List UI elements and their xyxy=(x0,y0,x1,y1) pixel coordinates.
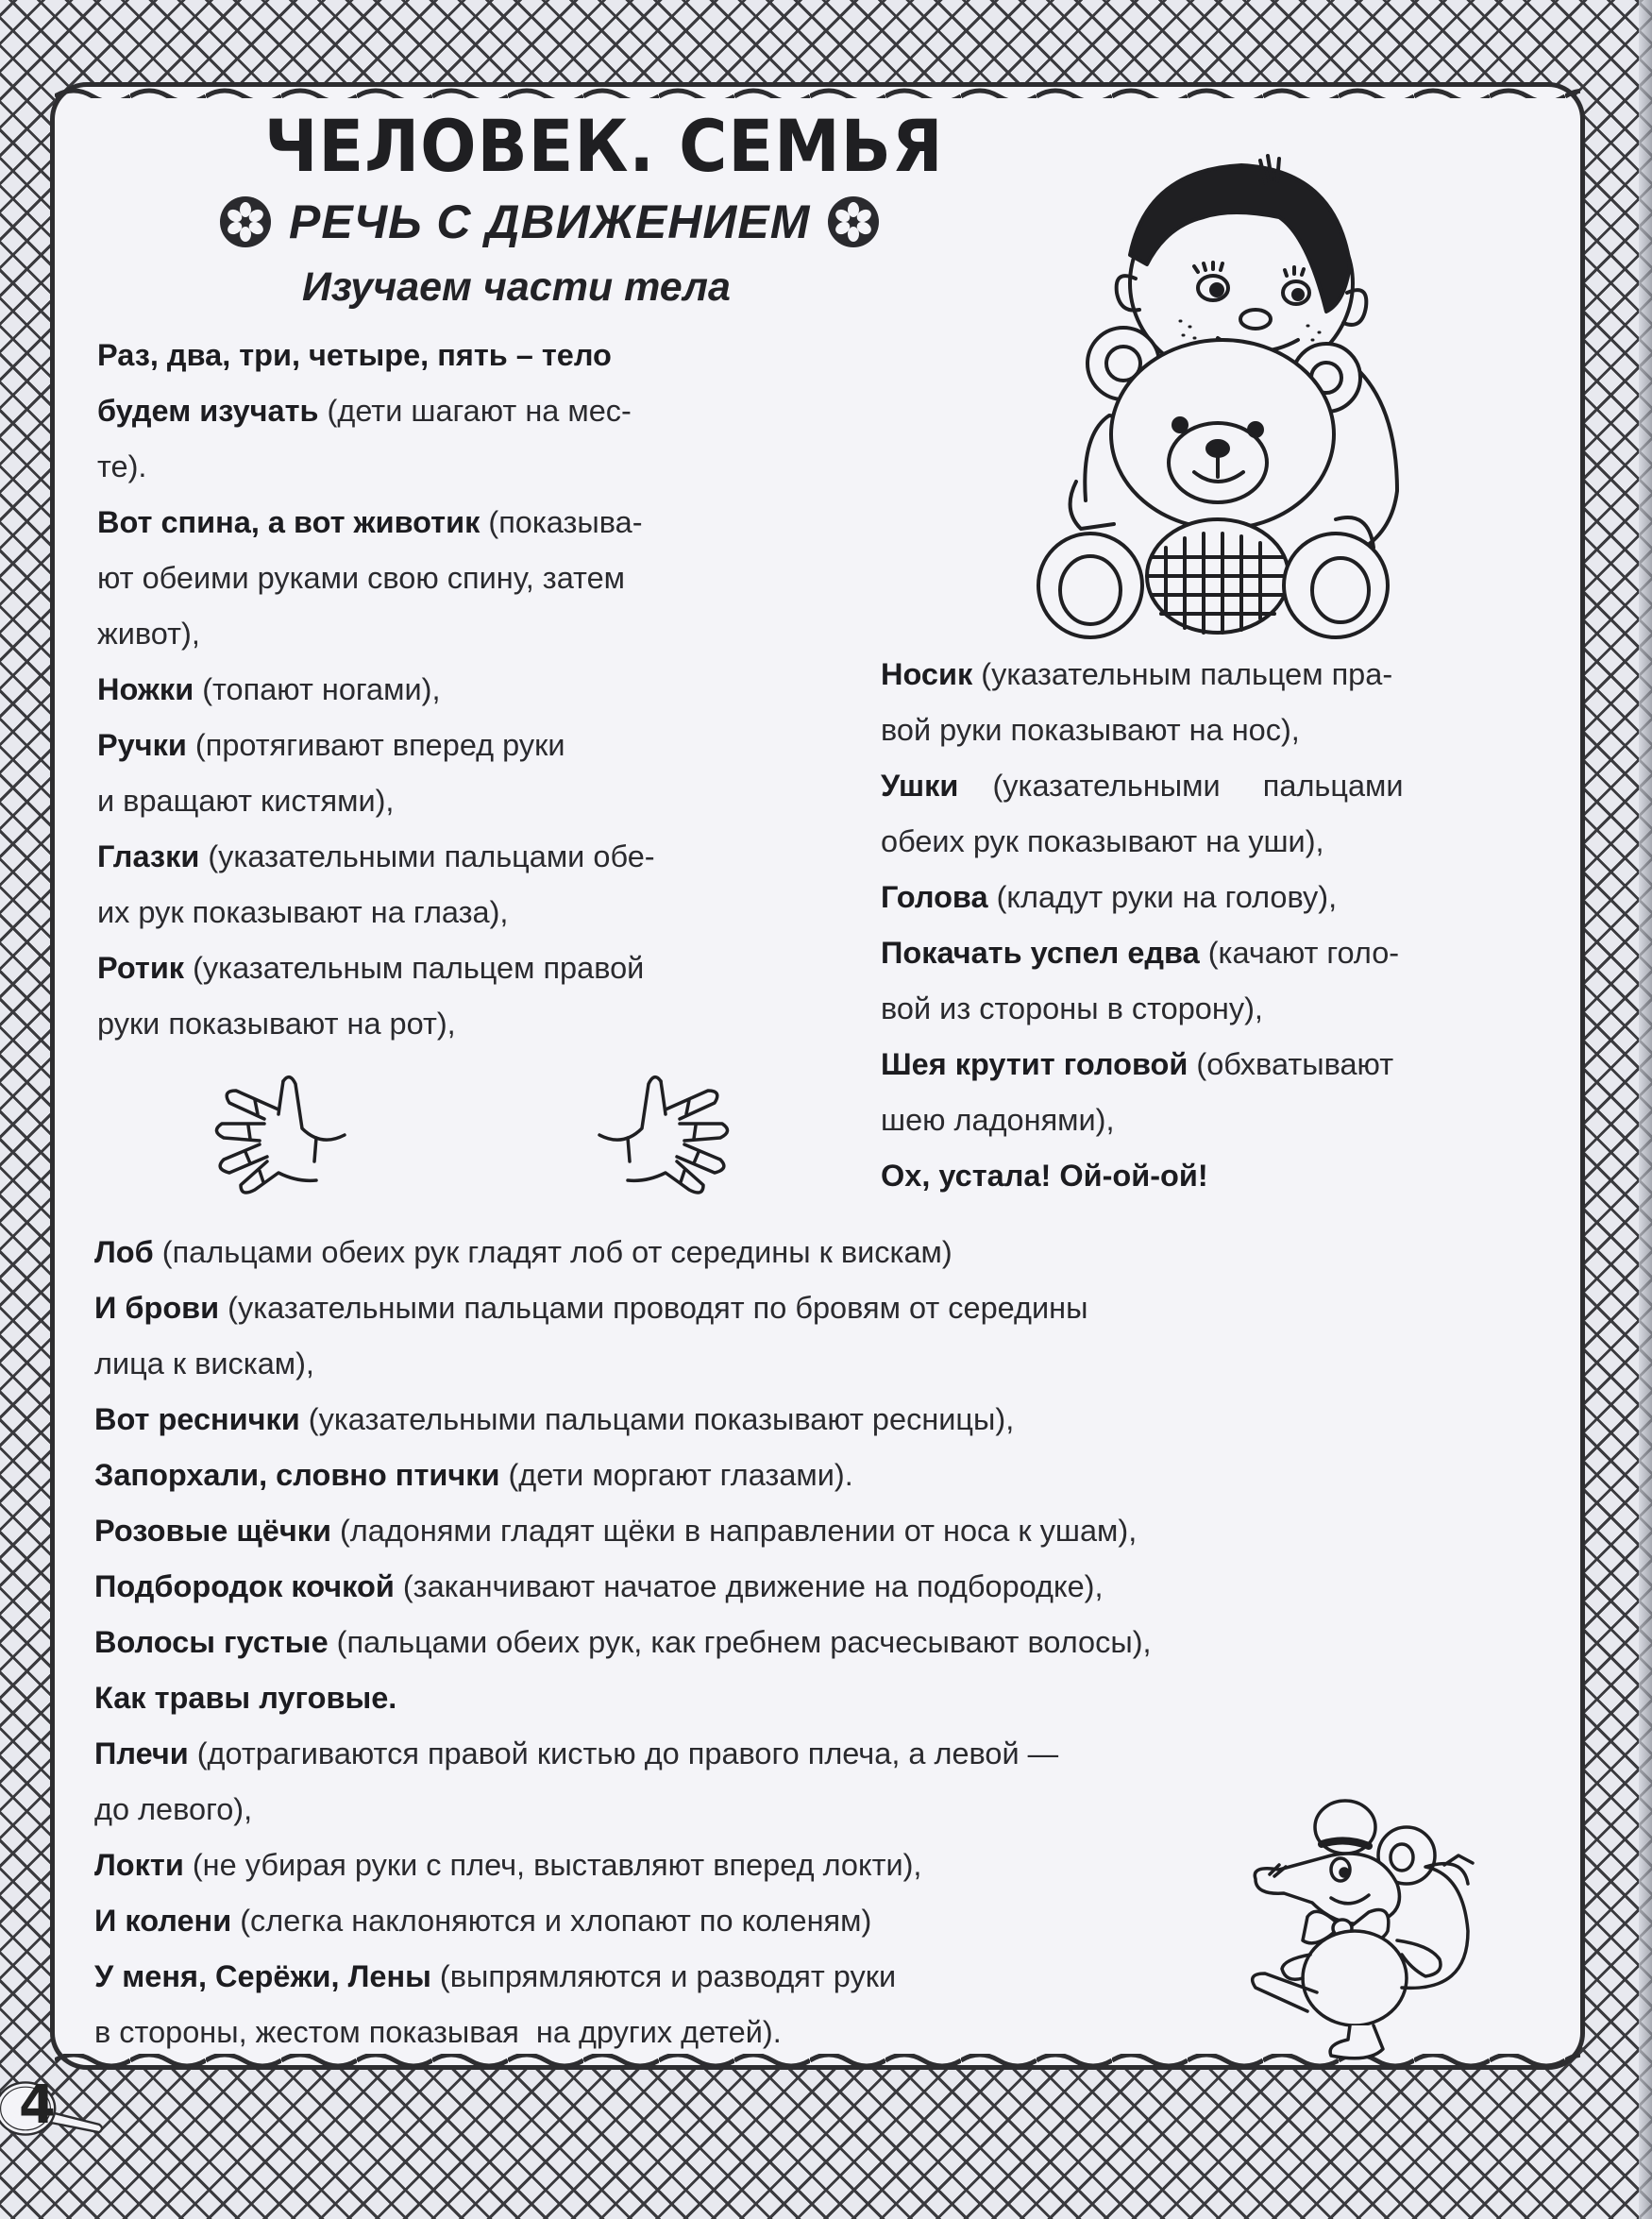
verse-line xyxy=(97,383,655,439)
verse-action: до левого), xyxy=(94,1792,253,1826)
page-title: ЧЕЛОВЕК. СЕМЬЯ xyxy=(264,104,944,188)
verse-keyword: Лоб xyxy=(94,1235,154,1269)
verse-keyword: Ручки xyxy=(97,728,187,762)
verse-keyword: Покачать успел едва xyxy=(881,936,1200,970)
verse-keyword: У меня, Серёжи, Лены xyxy=(94,1959,431,1993)
verse-action: (заканчивают начатое движение на подбородке), xyxy=(394,1569,1104,1603)
verse-action: (дотрагиваются правой кистью до правого плеча, а левой — xyxy=(188,1736,1059,1770)
verse-line xyxy=(97,495,655,551)
verse-action: шею ладонями), xyxy=(881,1103,1115,1137)
verse-action: (пальцами обеих рук гладят лоб от середины к вискам) xyxy=(153,1235,952,1269)
verse-keyword: Запорхали, словно птички xyxy=(94,1458,500,1492)
verse-action: (указательным пальцем правой xyxy=(184,951,645,985)
verse-action: живот), xyxy=(97,617,200,651)
verse-line xyxy=(94,1949,1152,2005)
verse-line xyxy=(881,925,1404,981)
verse-action: (обхватывают xyxy=(1188,1047,1394,1081)
verse-action: руки показывают на рот), xyxy=(97,1007,456,1041)
verse-action: (указательными пальцами обе- xyxy=(199,839,655,873)
page-number: 4 xyxy=(19,2075,56,2136)
subtitle: РЕЧЬ С ДВИЖЕНИЕМ xyxy=(289,195,811,248)
flower-icon xyxy=(827,195,880,248)
verse-line xyxy=(97,773,655,829)
verse-line xyxy=(94,2005,1152,2060)
verse-line xyxy=(94,1503,1152,1559)
verse-action: (слегка наклоняются и хлопают по коленям) xyxy=(231,1904,872,1938)
verse-action: лица к вискам), xyxy=(94,1347,314,1381)
verse-action: (указательными пальцами проводят по бровям от середины xyxy=(219,1291,1088,1325)
verse-line xyxy=(94,1615,1152,1670)
verse-action: (дети моргают глазами). xyxy=(499,1458,853,1492)
verse-action: (пальцами обеих рук, как гребнем расчесывают волосы), xyxy=(328,1625,1152,1659)
verse-line xyxy=(881,758,1404,814)
verse-keyword: Розовые щёчки xyxy=(94,1514,331,1548)
verse-line xyxy=(94,1392,1152,1448)
verse-action: их рук показывают на глаза), xyxy=(97,895,509,929)
verse-line xyxy=(97,996,655,1052)
verse-line xyxy=(94,1336,1152,1392)
verse-keyword: Волосы густые xyxy=(94,1625,329,1659)
verse-line xyxy=(881,1037,1404,1093)
verse-right-column xyxy=(881,647,1404,1204)
verse-action: (показыва- xyxy=(480,505,643,539)
verse-action: (указательными пальцами xyxy=(958,769,1404,803)
verse-line xyxy=(97,940,655,996)
verse-keyword: И колени xyxy=(94,1904,232,1938)
verse-keyword: Как травы луговые. xyxy=(94,1681,397,1715)
verse-line xyxy=(94,1225,1152,1280)
verse-action: (не убирая руки с плеч, выставляют вперед локти), xyxy=(183,1848,922,1882)
verse-keyword: Шея крутит головой xyxy=(881,1047,1188,1081)
verse-line xyxy=(97,829,655,885)
verse-line xyxy=(94,1670,1152,1726)
verse-line xyxy=(94,1726,1152,1782)
verse-line xyxy=(94,1893,1152,1949)
verse-line xyxy=(97,439,655,495)
verse-line xyxy=(881,1093,1404,1148)
verse-line xyxy=(881,703,1404,758)
verse-keyword: Ушки xyxy=(881,769,959,803)
verse-keyword: Ножки xyxy=(97,672,194,706)
verse-bottom-block xyxy=(94,1225,1152,2060)
verse-line xyxy=(94,1559,1152,1615)
verse-keyword: Ох, устала! Ой-ой-ой! xyxy=(881,1159,1208,1193)
verse-line xyxy=(94,1838,1152,1893)
verse-line xyxy=(97,885,655,940)
verse-line xyxy=(94,1448,1152,1503)
verse-action: (дети шагают на мес- xyxy=(318,394,632,428)
verse-keyword: Раз, два, три, четыре, пять – тело xyxy=(97,338,612,372)
subtitle-row xyxy=(219,189,880,255)
verse-action: (указательными пальцами показывают ресницы), xyxy=(299,1402,1015,1436)
verse-keyword: Локти xyxy=(94,1848,184,1882)
verse-action: (топают ногами), xyxy=(194,672,441,706)
verse-keyword: Вот спина, а вот животик xyxy=(97,505,480,539)
mouse-illustration xyxy=(1227,1789,1501,2063)
verse-action: в стороны, жестом показывая на других детей). xyxy=(94,2015,782,2049)
verse-action: ют обеими руками свою спину, затем xyxy=(97,561,625,595)
verse-action: обеих рук показывают на уши), xyxy=(881,824,1324,858)
verse-keyword: Плечи xyxy=(94,1736,189,1770)
verse-action: и вращают кистями), xyxy=(97,784,395,818)
verse-action: (ладонями гладят щёки в направлении от носа к ушам), xyxy=(330,1514,1138,1548)
flower-icon xyxy=(219,195,272,248)
verse-line xyxy=(881,1148,1404,1204)
verse-line xyxy=(881,814,1404,870)
verse-action: (протягивают вперед руки xyxy=(186,728,565,762)
verse-action: те). xyxy=(97,449,147,483)
verse-line xyxy=(881,647,1404,703)
verse-keyword: Ротик xyxy=(97,951,185,985)
boy-with-teddy-bear-illustration xyxy=(1024,151,1402,642)
verse-keyword: будем изучать xyxy=(97,394,319,428)
verse-keyword: Носик xyxy=(881,657,973,691)
verse-line xyxy=(97,662,655,718)
verse-left-column xyxy=(97,328,655,1052)
verse-line xyxy=(881,870,1404,925)
verse-line xyxy=(97,606,655,662)
verse-keyword: Подбородок кочкой xyxy=(94,1569,395,1603)
verse-action: (указательным пальцем пра- xyxy=(972,657,1393,691)
open-hands-illustration xyxy=(203,1058,741,1199)
verse-action: (качают голо- xyxy=(1199,936,1400,970)
verse-action: (выпрямляются и разводят руки xyxy=(430,1959,897,1993)
verse-line xyxy=(94,1280,1152,1336)
section-title: Изучаем части тела xyxy=(302,264,731,310)
verse-line xyxy=(97,328,655,383)
verse-line xyxy=(97,551,655,606)
verse-line xyxy=(97,718,655,773)
verse-action: вой из стороны в сторону), xyxy=(881,991,1263,1025)
verse-keyword: Голова xyxy=(881,880,988,914)
verse-line xyxy=(94,1782,1152,1838)
verse-keyword: Глазки xyxy=(97,839,200,873)
verse-keyword: Вот реснички xyxy=(94,1402,300,1436)
verse-action: (кладут руки на голову), xyxy=(987,880,1338,914)
verse-keyword: И брови xyxy=(94,1291,220,1325)
verse-action: вой руки показывают на нос), xyxy=(881,713,1300,747)
verse-line xyxy=(881,981,1404,1037)
